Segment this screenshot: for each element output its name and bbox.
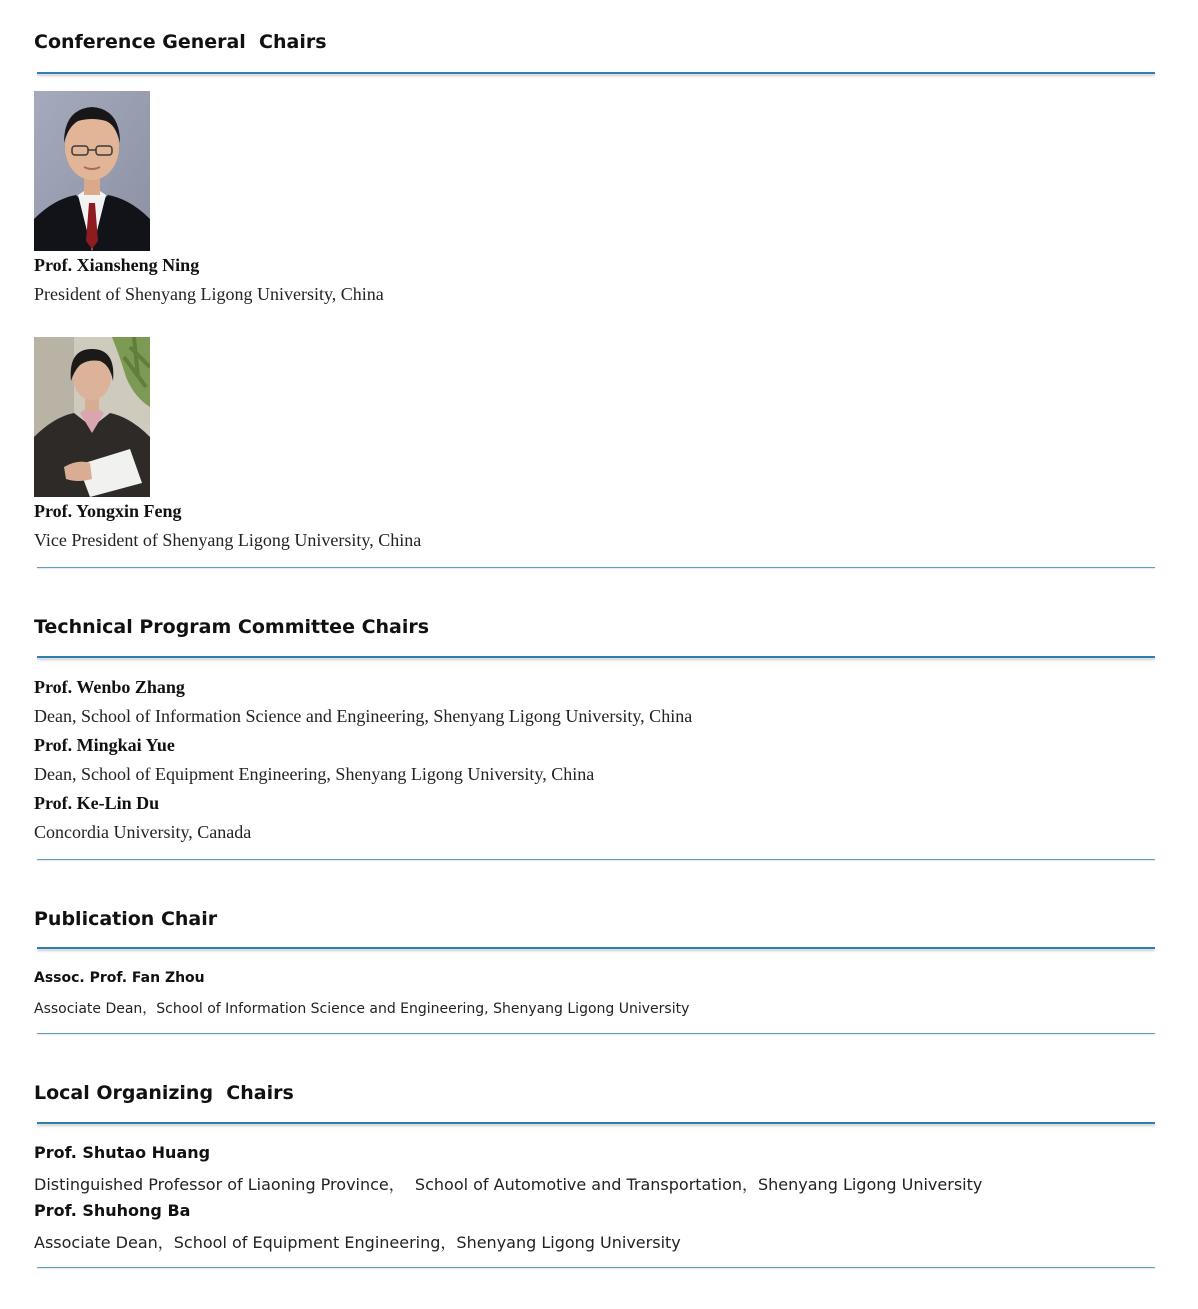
- member-name: Prof. Wenbo Zhang: [34, 677, 185, 697]
- section-divider: [37, 859, 1155, 860]
- heading-divider: [37, 72, 1155, 74]
- section-divider: [37, 1267, 1155, 1268]
- member-photo: [34, 91, 150, 251]
- heading-divider: [37, 947, 1155, 949]
- member-affiliation: Vice President of Shenyang Ligong University, China: [34, 530, 422, 550]
- tpc-chairs-heading: Technical Program Committee Chairs: [34, 616, 430, 638]
- section-divider: [37, 567, 1155, 568]
- member-name: Prof. Shuhong Ba: [34, 1201, 191, 1220]
- member-affiliation: President of Shenyang Ligong University, China: [34, 284, 384, 304]
- portrait-woman-image: [34, 337, 150, 497]
- portrait-man-image: [34, 91, 150, 251]
- member-affiliation: Concordia University, Canada: [34, 822, 252, 842]
- member-affiliation: Associate Dean，School of Information Science and Engineering, Shenyang Ligong University: [34, 1001, 690, 1017]
- member-name: Prof. Mingkai Yue: [34, 735, 175, 755]
- section-divider: [37, 1033, 1155, 1034]
- member-affiliation: Associate Dean，School of Equipment Engineering，Shenyang Ligong University: [34, 1233, 681, 1252]
- heading-divider: [37, 1122, 1155, 1124]
- member-affiliation: Dean, School of Information Science and Engineering, Shenyang Ligong University, China: [34, 706, 693, 726]
- publication-chair-heading: Publication Chair: [34, 908, 218, 930]
- member-photo: [34, 337, 150, 497]
- member-name: Assoc. Prof. Fan Zhou: [34, 970, 205, 986]
- member-name: Prof. Xiansheng Ning: [34, 255, 200, 275]
- general-chairs-heading: Conference General Chairs: [34, 31, 327, 53]
- member-affiliation: Distinguished Professor of Liaoning Province， School of Automotive and Transportation，Shenyang Ligong University: [34, 1175, 983, 1194]
- member-name: Prof. Ke-Lin Du: [34, 793, 160, 813]
- local-chairs-heading: Local Organizing Chairs: [34, 1082, 294, 1104]
- member-affiliation: Dean, School of Equipment Engineering, Shenyang Ligong University, China: [34, 764, 595, 784]
- member-name: Prof. Shutao Huang: [34, 1143, 211, 1162]
- member-name: Prof. Yongxin Feng: [34, 501, 182, 521]
- heading-divider: [37, 656, 1155, 658]
